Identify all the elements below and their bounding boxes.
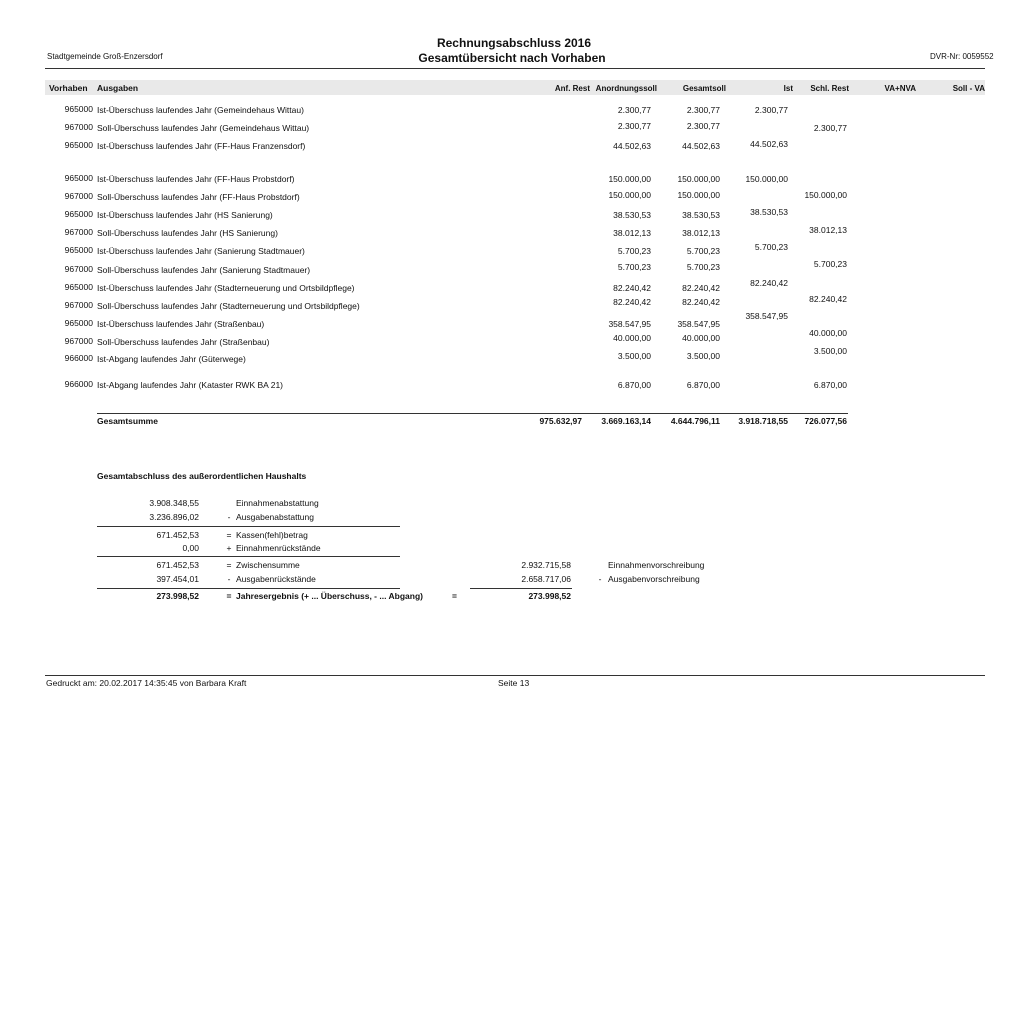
row-description: Ist-Abgang laufendes Jahr (Kataster RWK BA 21) — [97, 380, 283, 390]
row-anordnungssoll: 150.000,00 — [608, 174, 651, 184]
row-schl-rest: 150.000,00 — [804, 190, 847, 200]
row-code: 967000 — [64, 191, 93, 201]
col-ausgaben: Ausgaben — [97, 83, 139, 93]
row-ist: 82.240,42 — [750, 278, 788, 288]
row-anordnungssoll: 2.300,77 — [617, 105, 651, 115]
row-code: 965000 — [64, 140, 93, 150]
report-subtitle: Gesamtübersicht nach Vorhaben — [418, 51, 606, 65]
row-anordnungssoll: 38.530,53 — [613, 210, 651, 220]
row-ist: 150.000,00 — [745, 174, 788, 184]
summary-label: Kassen(fehl)betrag — [236, 530, 308, 540]
row-gesamtsoll: 150.000,00 — [677, 174, 720, 184]
summary-label: Zwischensumme — [236, 560, 300, 570]
col-soll-va: Soll - VA — [952, 84, 985, 93]
row-description: Ist-Überschuss laufendes Jahr (FF-Haus Franzensdorf) — [97, 141, 306, 151]
printed-info: Gedruckt am: 20.02.2017 14:35:45 von Barbara Kraft — [46, 678, 247, 688]
summary-operator: + — [226, 543, 232, 553]
row-code: 967000 — [64, 264, 93, 274]
summary-right-label: Einnahmenvorschreibung — [608, 560, 705, 570]
row-code: 967000 — [64, 300, 93, 310]
summary-value: 273.998,52 — [156, 591, 199, 601]
row-anordnungssoll: 150.000,00 — [608, 190, 651, 200]
row-gesamtsoll: 358.547,95 — [677, 319, 720, 329]
total-schl-rest: 726.077,56 — [804, 416, 847, 426]
row-anordnungssoll: 5.700,23 — [617, 246, 651, 256]
row-ist: 2.300,77 — [754, 105, 788, 115]
summary-divider — [97, 526, 400, 527]
row-anordnungssoll: 358.547,95 — [608, 319, 651, 329]
row-gesamtsoll: 38.012,13 — [682, 228, 720, 238]
row-anordnungssoll: 2.300,77 — [617, 121, 651, 131]
summary-divider — [97, 556, 400, 557]
row-gesamtsoll: 38.530,53 — [682, 210, 720, 220]
summary-value: 0,00 — [182, 543, 199, 553]
row-description: Soll-Überschuss laufendes Jahr (FF-Haus Probstdorf) — [97, 192, 300, 202]
total-divider — [97, 413, 848, 414]
row-description: Ist-Abgang laufendes Jahr (Güterwege) — [97, 354, 246, 364]
row-code: 965000 — [64, 209, 93, 219]
row-gesamtsoll: 82.240,42 — [682, 297, 720, 307]
summary-equals-sign: = — [452, 591, 457, 601]
row-anordnungssoll: 82.240,42 — [613, 297, 651, 307]
total-anordnungssoll: 3.669.163,14 — [601, 416, 651, 426]
row-description: Soll-Überschuss laufendes Jahr (HS Sanierung) — [97, 228, 278, 238]
total-label: Gesamtsumme — [97, 416, 158, 426]
row-gesamtsoll: 44.502,63 — [682, 141, 720, 151]
dvr-number: DVR-Nr: 0059552 — [930, 52, 994, 61]
summary-value: 3.236.896,02 — [149, 512, 199, 522]
summary-label: Ausgabenrückstände — [236, 574, 316, 584]
row-gesamtsoll: 40.000,00 — [682, 333, 720, 343]
row-description: Ist-Überschuss laufendes Jahr (Sanierung Stadtmauer) — [97, 246, 305, 256]
footer-divider — [45, 675, 985, 676]
row-gesamtsoll: 2.300,77 — [686, 105, 720, 115]
total-gesamtsoll: 4.644.796,11 — [670, 416, 720, 426]
row-description: Soll-Überschuss laufendes Jahr (Sanierung Stadtmauer) — [97, 265, 311, 275]
row-code: 967000 — [64, 336, 93, 346]
summary-value: 397.454,01 — [156, 574, 199, 584]
row-code: 966000 — [64, 353, 93, 363]
row-schl-rest: 82.240,42 — [809, 294, 847, 304]
total-ist: 3.918.718,55 — [738, 416, 788, 426]
row-anordnungssoll: 5.700,23 — [617, 262, 651, 272]
row-schl-rest: 5.700,23 — [813, 259, 847, 269]
row-anordnungssoll: 82.240,42 — [613, 283, 651, 293]
col-gesamtsoll: Gesamtsoll — [682, 84, 726, 93]
page-number: Seite 13 — [498, 678, 530, 688]
summary-right-label: Ausgabenvorschreibung — [608, 574, 700, 584]
summary-right-value: 2.658.717,06 — [521, 574, 571, 584]
row-ist: 44.502,63 — [750, 139, 788, 149]
summary-divider — [97, 588, 400, 589]
row-anordnungssoll: 44.502,63 — [613, 141, 651, 151]
row-gesamtsoll: 2.300,77 — [686, 121, 720, 131]
row-gesamtsoll: 3.500,00 — [686, 351, 720, 361]
col-va-nva: VA+NVA — [884, 84, 916, 93]
row-code: 965000 — [64, 282, 93, 292]
summary-value: 3.908.348,55 — [149, 498, 199, 508]
row-schl-rest: 2.300,77 — [813, 123, 847, 133]
row-gesamtsoll: 150.000,00 — [677, 190, 720, 200]
row-description: Ist-Überschuss laufendes Jahr (Gemeindehaus Wittau) — [97, 105, 304, 115]
row-description: Soll-Überschuss laufendes Jahr (Gemeindehaus Wittau) — [97, 123, 310, 133]
summary-value: 671.452,53 — [156, 530, 199, 540]
summary-right-value: 273.998,52 — [528, 591, 571, 601]
summary-right-value: 2.932.715,58 — [521, 560, 571, 570]
summary-operator: = — [226, 530, 232, 540]
row-anordnungssoll: 40.000,00 — [613, 333, 651, 343]
summary-right-divider — [470, 588, 572, 589]
row-description: Ist-Überschuss laufendes Jahr (Stadterneuerung und Ortsbildpflege) — [97, 283, 355, 293]
municipality-name: Stadtgemeinde Groß-Enzersdorf — [47, 52, 163, 61]
row-code: 965000 — [64, 104, 93, 114]
row-gesamtsoll: 82.240,42 — [682, 283, 720, 293]
row-code: 965000 — [64, 173, 93, 183]
summary-label: Einnahmenabstattung — [236, 498, 319, 508]
row-ist: 5.700,23 — [754, 242, 788, 252]
row-code: 967000 — [64, 122, 93, 132]
summary-value: 671.452,53 — [156, 560, 199, 570]
row-anordnungssoll: 3.500,00 — [617, 351, 651, 361]
summary-label: Jahresergebnis (+ ... Überschuss, - ... Abgang) — [236, 591, 423, 601]
row-schl-rest: 38.012,13 — [809, 225, 847, 235]
col-ist: Ist — [783, 84, 793, 93]
row-schl-rest: 6.870,00 — [813, 380, 847, 390]
col-anf-rest: Anf. Rest — [554, 84, 590, 93]
row-code: 965000 — [64, 245, 93, 255]
row-description: Ist-Überschuss laufendes Jahr (FF-Haus Probstdorf) — [97, 174, 295, 184]
row-description: Soll-Überschuss laufendes Jahr (Straßenbau) — [97, 337, 270, 347]
row-ist: 358.547,95 — [745, 311, 788, 321]
summary-label: Einnahmenrückstände — [236, 543, 321, 553]
summary-operator: - — [227, 512, 231, 522]
row-gesamtsoll: 5.700,23 — [686, 262, 720, 272]
row-ist: 38.530,53 — [750, 207, 788, 217]
row-description: Soll-Überschuss laufendes Jahr (Stadterneuerung und Ortsbildpflege) — [97, 301, 360, 311]
summary-operator: = — [226, 560, 232, 570]
row-description: Ist-Überschuss laufendes Jahr (Straßenbau) — [97, 319, 265, 329]
total-anf-rest: 975.632,97 — [539, 416, 582, 426]
col-vorhaben: Vorhaben — [49, 83, 88, 93]
row-schl-rest: 3.500,00 — [813, 346, 847, 356]
summary-operator: = — [226, 591, 232, 601]
row-anordnungssoll: 6.870,00 — [617, 380, 651, 390]
summary-right-operator: - — [598, 574, 602, 584]
row-code: 966000 — [64, 379, 93, 389]
summary-title: Gesamtabschluss des außerordentlichen Haushalts — [97, 471, 307, 481]
header-divider — [45, 68, 985, 69]
report-title: Rechnungsabschluss 2016 — [436, 36, 592, 50]
row-anordnungssoll: 38.012,13 — [613, 228, 651, 238]
row-code: 965000 — [64, 318, 93, 328]
col-schl-rest: Schl. Rest — [810, 84, 849, 93]
summary-operator: - — [227, 574, 231, 584]
row-code: 967000 — [64, 227, 93, 237]
summary-label: Ausgabenabstattung — [236, 512, 314, 522]
row-description: Ist-Überschuss laufendes Jahr (HS Sanierung) — [97, 210, 273, 220]
row-gesamtsoll: 5.700,23 — [686, 246, 720, 256]
col-anordnungssoll: Anordnungssoll — [595, 84, 657, 93]
row-schl-rest: 40.000,00 — [809, 328, 847, 338]
row-gesamtsoll: 6.870,00 — [686, 380, 720, 390]
